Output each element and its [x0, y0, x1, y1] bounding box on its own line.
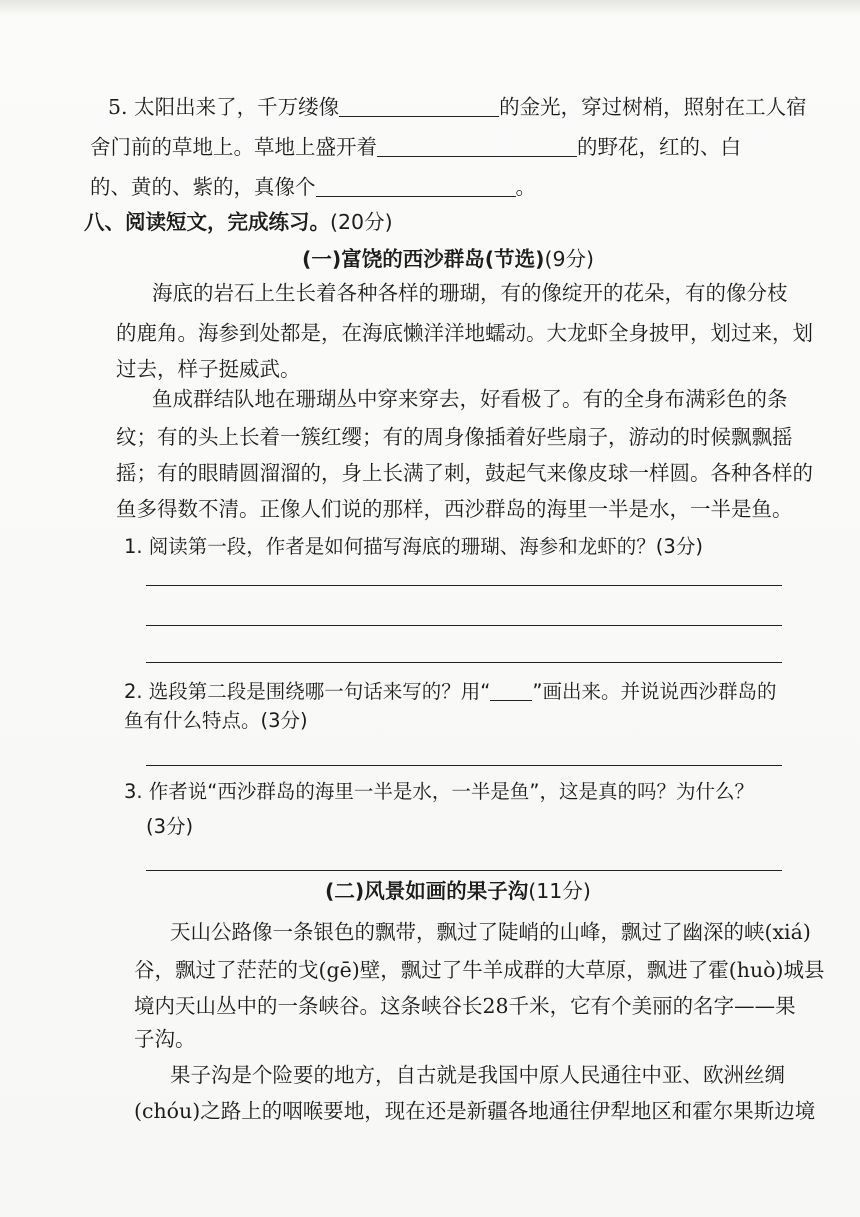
passage-1-line: 纹；有的头上长着一簇红缨；有的周身像插着好些扇子，游动的时候飘飘摇: [116, 425, 793, 449]
q5-text-1b: 的金光，穿过树梢，照射在工人宿: [499, 95, 807, 119]
answer-line[interactable]: [146, 765, 782, 766]
passage-1-line: 摇；有的眼睛圆溜溜的，身上长满了刺，鼓起气来像皮球一样圆。各种各样的: [116, 461, 813, 485]
passage-1-line: 鱼多得数不清。正像人们说的那样，西沙群岛的海里一半是水，一半是鱼。: [116, 497, 793, 521]
q5-blank-2[interactable]: [377, 134, 577, 157]
passage-2-line: 谷，飘过了茫茫的戈(gē)壁，飘过了牛羊成群的大草原，飘进了霍(huò)城县: [134, 958, 825, 982]
q5-text-3a: 的、黄的、紫的，真像个: [90, 175, 316, 199]
passage-2-title-text: (二)风景如画的果子沟: [325, 879, 529, 903]
q5-text-2a: 舍门前的草地上。草地上盛开着: [90, 135, 377, 159]
underline-mark-sample: [490, 682, 532, 701]
question-1: 1. 阅读第一段，作者是如何描写海底的珊瑚、海参和龙虾的？(3分): [124, 535, 703, 558]
passage-1-line: 的鹿角。海参到处都是，在海底懒洋洋地蠕动。大龙虾全身披甲，划过来，划: [116, 321, 813, 345]
passage-2-line: 天山公路像一条银色的飘带，飘过了陡峭的山峰，飘过了幽深的峡(xiá): [170, 920, 811, 944]
q5-blank-3[interactable]: [316, 174, 516, 197]
section-8-heading: [84, 207, 393, 237]
question-3-line-2: (3分): [146, 815, 194, 838]
question-2-text-b: ”画出来。并说说西沙群岛的: [532, 680, 777, 703]
answer-line[interactable]: [146, 870, 782, 871]
passage-1-title: [302, 244, 594, 274]
passage-1-line: 过去，样子挺威武。: [116, 357, 301, 381]
passage-2-line: 果子沟是个险要的地方，自古就是我国中原人民通往中亚、欧洲丝绸: [170, 1063, 785, 1087]
passage-2-score: (11分): [528, 879, 591, 903]
scan-shadow: [0, 0, 860, 16]
passage-2-title: [325, 876, 591, 906]
question-2-line-2: 鱼有什么特点。(3分): [124, 709, 308, 732]
q5-text-3b: 。: [515, 175, 536, 199]
q5-blank-1[interactable]: [339, 94, 499, 117]
q5-line-3: [90, 172, 536, 202]
q5-line-2: [90, 132, 741, 162]
q5-text-1a: 5. 太阳出来了，千万缕像: [108, 95, 340, 119]
q5-text-2b: 的野花，红的、白: [577, 135, 741, 159]
question-2-text-a: 2. 选段第二段是围绕哪一句话来写的？用“: [124, 680, 491, 703]
question-3-line-1: 3. 作者说“西沙群岛的海里一半是水，一半是鱼”，这是真的吗？为什么？: [124, 780, 755, 803]
question-2-line-1: [124, 677, 777, 707]
section-8-score: (20分): [330, 210, 393, 234]
passage-1-line: 海底的岩石上生长着各种各样的珊瑚，有的像绽开的花朵，有的像分枝: [152, 281, 788, 305]
passage-1-title-text: (一)富饶的西沙群岛(节选): [302, 247, 545, 271]
answer-line[interactable]: [146, 585, 782, 586]
section-8-title: 八、阅读短文，完成练习。: [84, 210, 330, 234]
passage-1-line: 鱼成群结队地在珊瑚丛中穿来穿去，好看极了。有的全身布满彩色的条: [152, 387, 788, 411]
passage-1-score: (9分): [544, 247, 595, 271]
answer-line[interactable]: [146, 662, 782, 663]
passage-2-line: 子沟。: [134, 1027, 196, 1051]
passage-2-line: (chóu)之路上的咽喉要地，现在还是新疆各地通往伊犁地区和霍尔果斯边境: [134, 1099, 816, 1123]
q5-line-1: [108, 92, 807, 122]
passage-2-line: 境内天山丛中的一条峡谷。这条峡谷长28千米，它有个美丽的名字——果: [134, 994, 796, 1018]
answer-line[interactable]: [146, 625, 782, 626]
